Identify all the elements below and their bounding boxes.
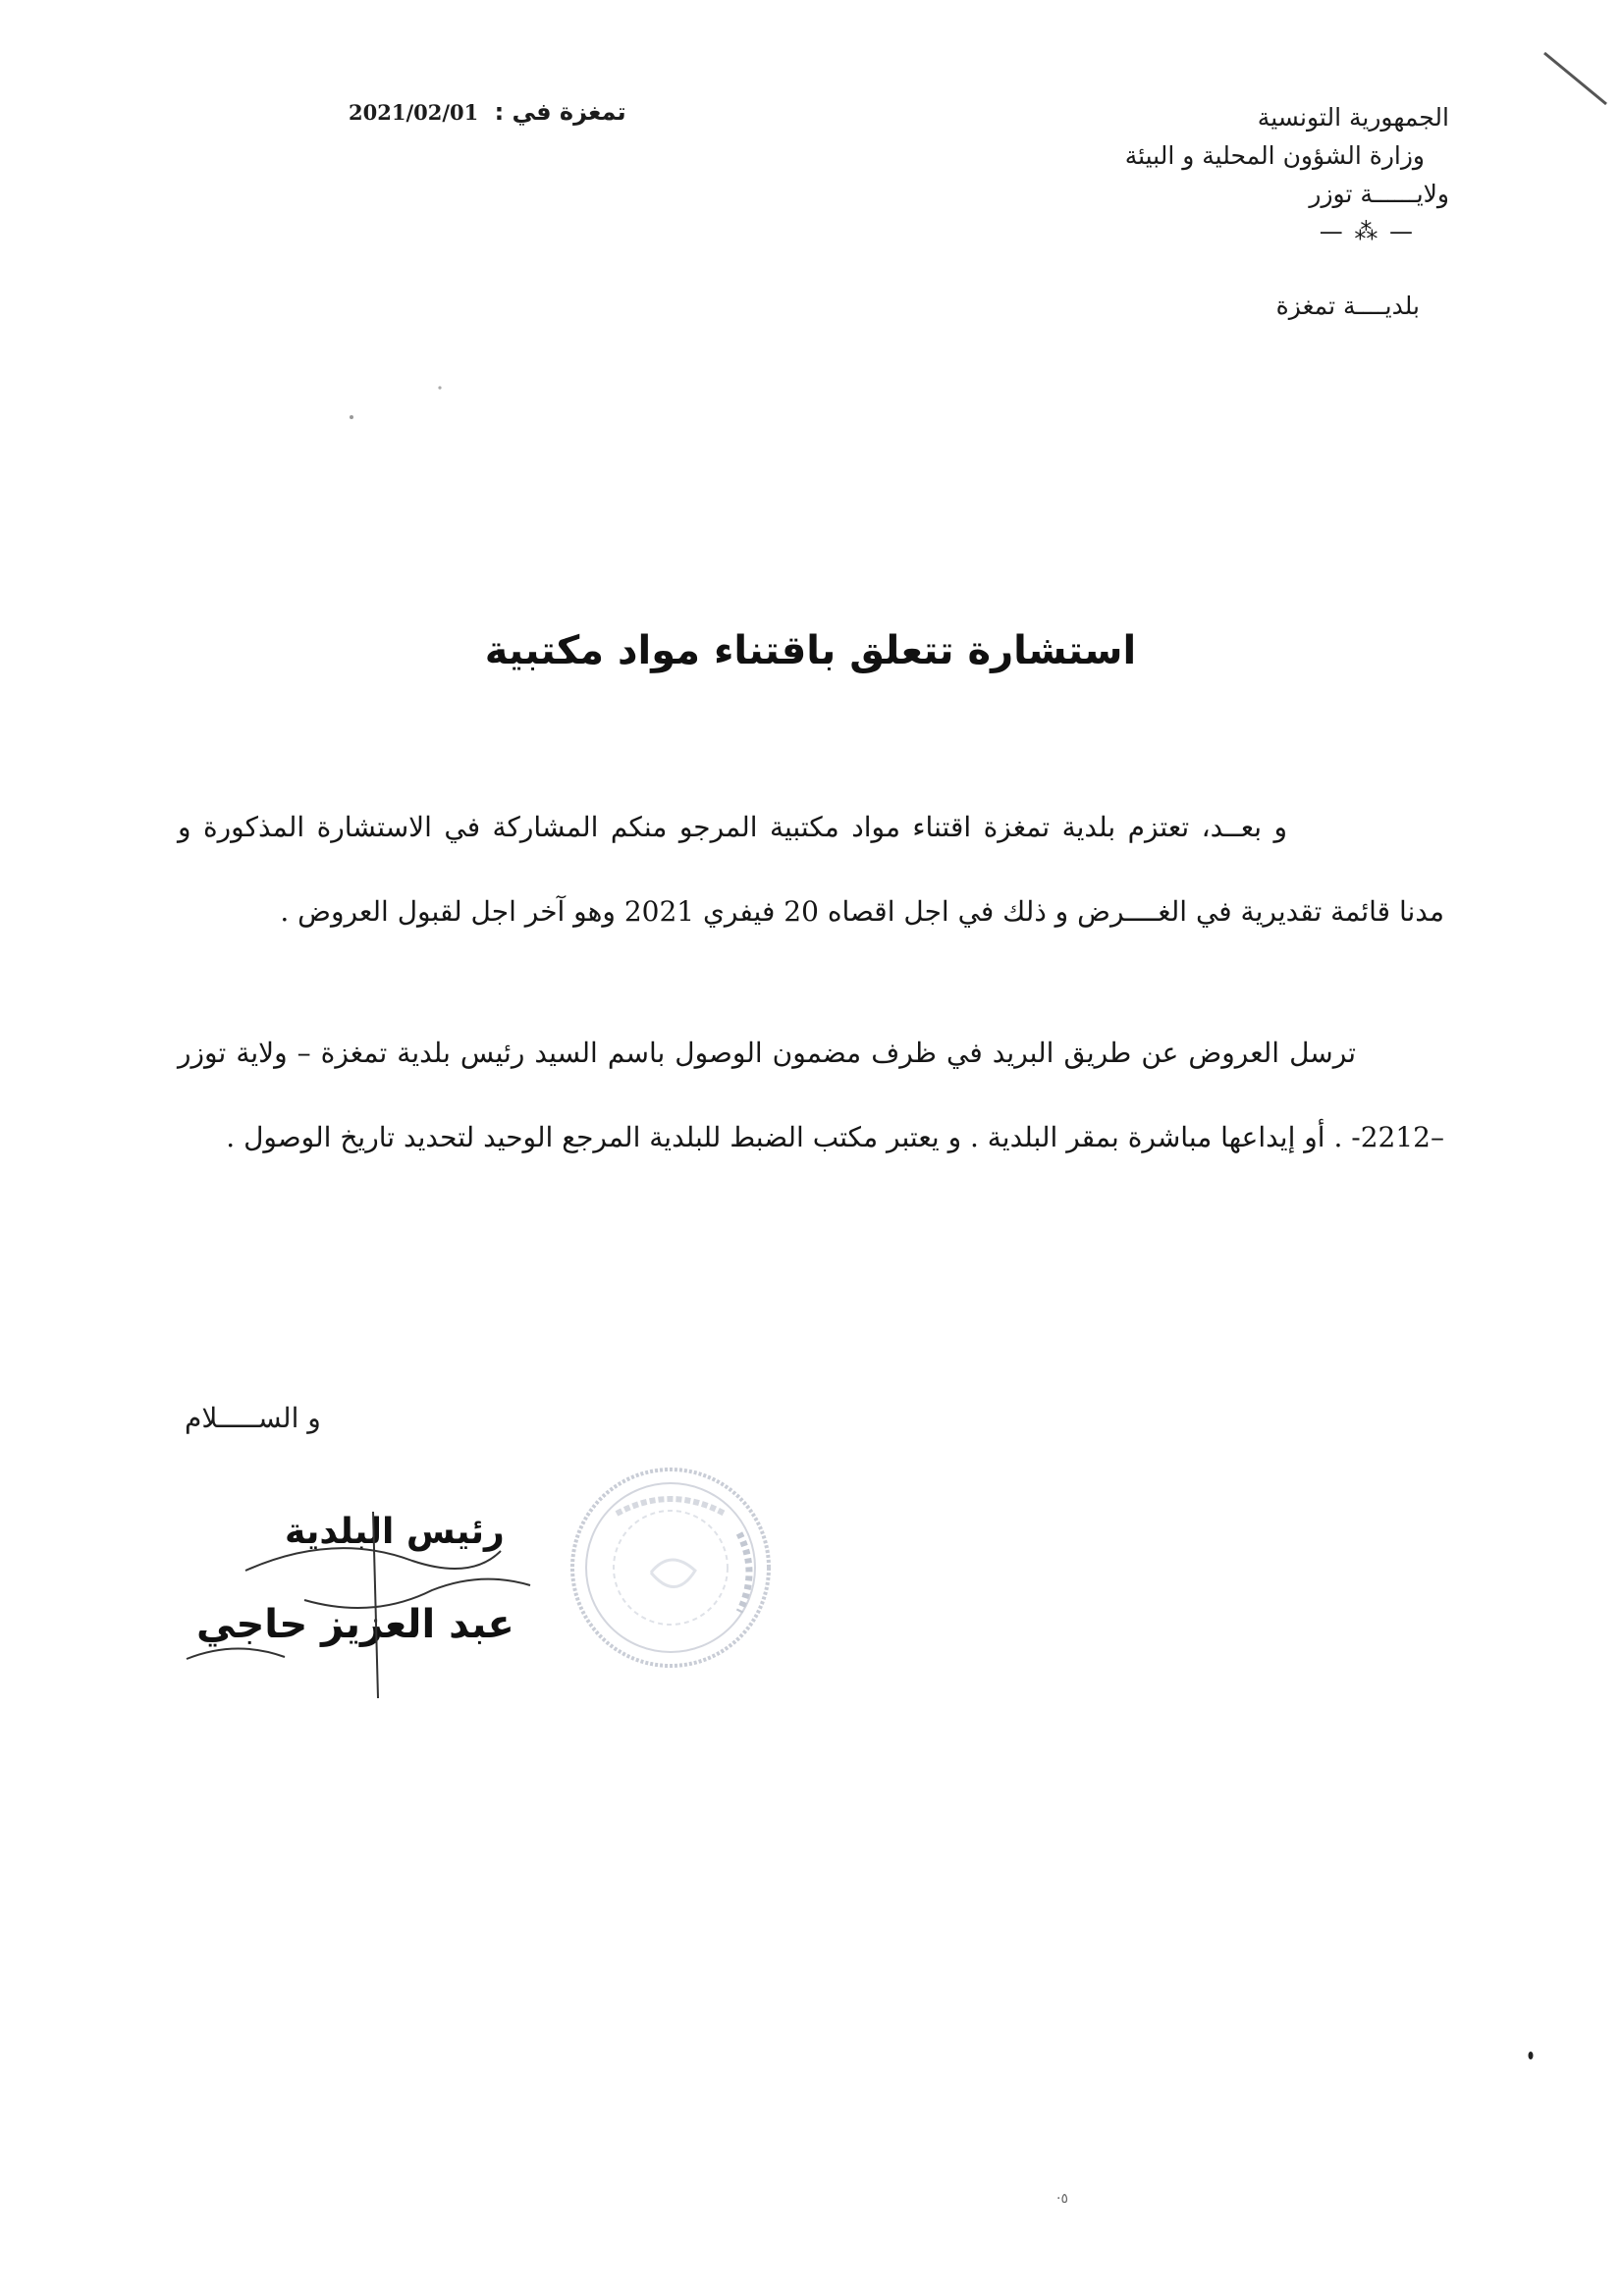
signatory-title: رئيس البلدية [285, 1512, 505, 1552]
letterhead [1037, 98, 1449, 325]
body-paragraph-2: ترسل العروض عن طريق البريد في ظرف مضمون الوصول باسم السيد رئيس بلدية تمغزة – ولاية توزر –2212- . أو إيداعها مباشرة بمقر البلدية . و يعتبر مكتب الضبط للبلدية المرجع الوحيد لتحديد تاريخ الوصول . [178, 1037, 1444, 1153]
ministry-name: وزارة الشؤون المحلية و البيئة [1124, 141, 1425, 170]
date-line [349, 98, 626, 126]
scan-line-mark [1541, 49, 1610, 108]
governorate-name: ولايــــــة توزر [1309, 180, 1449, 208]
header-separator: — ⁂ — [1319, 218, 1415, 245]
document-title: استشارة تتعلق باقتناء مواد مكتبية [484, 628, 1137, 673]
date-label: تمغزة في : [494, 98, 626, 126]
scan-dot-mark [349, 414, 354, 420]
scan-dot-mark [437, 385, 443, 391]
handwritten-signature [177, 1492, 589, 1718]
signatory-name: عبد العزيز حاجي [196, 1602, 514, 1647]
closing-salutation: و الســـــلام [185, 1402, 321, 1434]
municipality-name: بلديــــة تمغزة [1275, 292, 1420, 320]
official-stamp [558, 1455, 783, 1681]
scan-dot-mark [1527, 2050, 1535, 2061]
country-name: الجمهورية التونسية [1257, 103, 1449, 132]
page-footer-mark: ·٥ [1056, 2191, 1068, 2207]
date-value: 2021/02/01 [349, 100, 479, 125]
body-paragraph-1: و بعــد، تعتزم بلدية تمغزة اقتناء مواد مكتبية المرجو منكم المشاركة في الاستشارة المذكورة و مدنا قائمة تقديرية في الغــــرض و ذلك في اجل اقصاه 20 فيفري 2021 وهو آخر اجل لقبول العروض . [178, 811, 1444, 928]
